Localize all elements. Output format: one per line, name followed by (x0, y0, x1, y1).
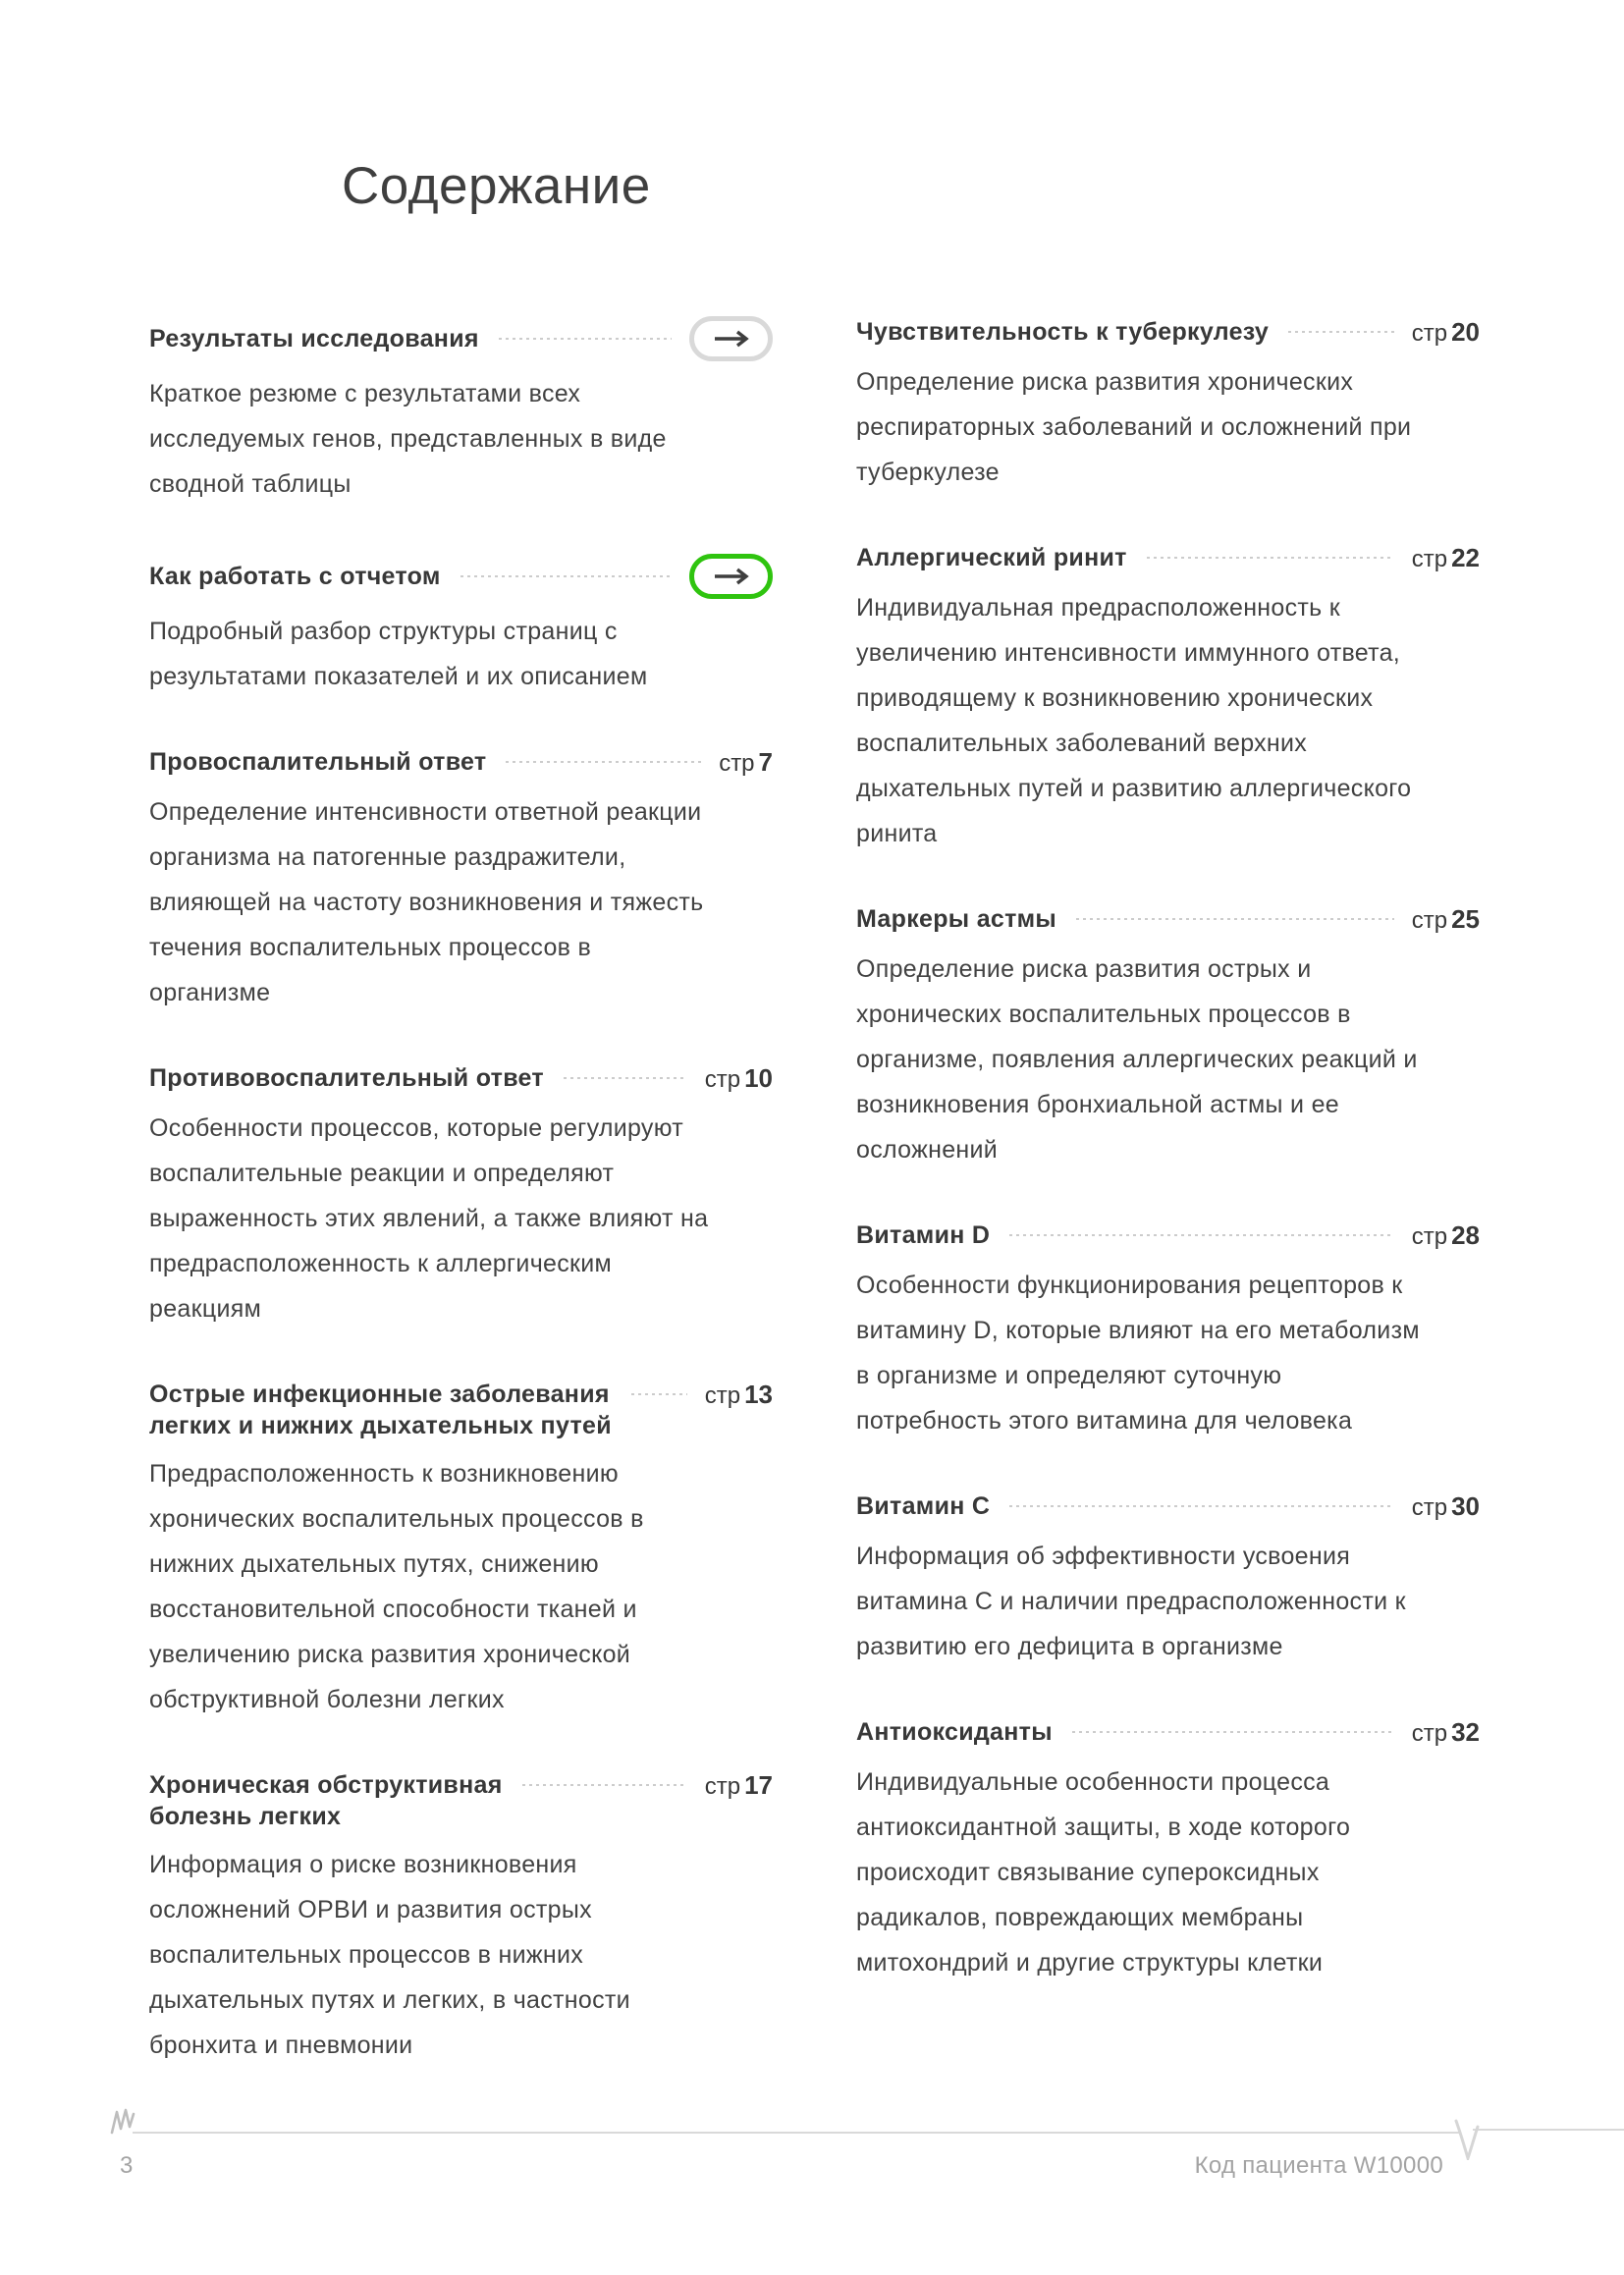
dotted-leader (1009, 1505, 1394, 1507)
dotted-leader (1009, 1234, 1394, 1236)
page-number: 22 (1451, 543, 1480, 572)
page-prefix: стр (1411, 1720, 1448, 1747)
arrow-button-green[interactable] (689, 554, 773, 599)
page-number: 28 (1451, 1220, 1480, 1250)
page-prefix: стр (704, 1382, 741, 1409)
page-prefix: стр (704, 1773, 741, 1800)
entry-title-link[interactable]: Острые инфекционные заболевания легких и нижних дыхательных путей (149, 1381, 612, 1439)
entry-title-link[interactable]: Антиоксиданты (856, 1718, 1053, 1746)
toc-entry (856, 316, 1480, 495)
page-number: 13 (744, 1380, 773, 1409)
page-prefix: стр (704, 1066, 741, 1093)
page-number: 7 (758, 747, 773, 777)
toc-entry (149, 746, 773, 1015)
entry-title-link[interactable]: Результаты исследования (149, 325, 479, 352)
dotted-leader (460, 575, 672, 577)
entry-title-link[interactable]: Витамин С (856, 1492, 991, 1520)
entry-heading-row (149, 1769, 773, 1832)
page-number: 17 (744, 1770, 773, 1800)
entry-title-link[interactable]: Витамин D (856, 1221, 991, 1249)
entry-heading-row (149, 1062, 773, 1096)
squiggle-left-icon (110, 2107, 135, 2135)
squiggle-right-icon (1454, 2119, 1480, 2160)
toc-entry (856, 1716, 1480, 1985)
toc-right-column (856, 316, 1480, 2115)
entry-description: Индивидуальная предрасположенность к увеличению интенсивности иммунного ответа, приводящему к возникновению хронических воспалительных заболеваний верхних дыхательных путей и развитию аллергического ринита (856, 594, 1412, 847)
page-ref[interactable] (705, 1769, 773, 1803)
dotted-leader (1147, 557, 1394, 559)
dotted-leader (499, 338, 672, 340)
entry-heading-row (856, 903, 1480, 937)
dotted-leader (1288, 331, 1394, 333)
entry-description: Определение интенсивности ответной реакции организма на патогенные раздражители, влияющей на частоту возникновения и тяжесть течения воспалительных процессов в организме (149, 798, 704, 1006)
entry-title-link[interactable]: Чувствительность к туберкулезу (856, 318, 1270, 346)
entry-description: Краткое резюме с результатами всех исследуемых генов, представленных в виде сводной таблицы (149, 380, 667, 498)
page-prefix: стр (1411, 1494, 1448, 1521)
page-prefix: стр (1411, 907, 1448, 934)
entry-heading-row (149, 316, 773, 361)
entry-description: Индивидуальные особенности процесса антиоксидантной защиты, в ходе которого происходит связывание супероксидных радикалов, повреждающих мембраны митохондрий и другие структуры клетки (856, 1768, 1351, 1977)
page-ref[interactable] (1412, 1219, 1480, 1253)
page-prefix: стр (1411, 546, 1448, 572)
arrow-button[interactable] (689, 316, 773, 361)
entry-heading-row (149, 1379, 773, 1441)
dotted-leader (631, 1393, 687, 1395)
entry-heading-row (856, 1490, 1480, 1524)
entry-description: Определение риска развития хронических респираторных заболеваний и осложнений при туберкулезе (856, 368, 1412, 486)
entry-heading-row (149, 746, 773, 780)
entry-description: Особенности функционирования рецепторов к витамину D, которые влияют на его метаболизм в организме и определяют суточную потребность этого витамина для человека (856, 1272, 1420, 1435)
page-number: 10 (744, 1063, 773, 1093)
page-number: 30 (1451, 1491, 1480, 1521)
toc-entry (149, 316, 773, 507)
page-ref[interactable] (1412, 542, 1480, 575)
entry-title-link[interactable]: Маркеры астмы (856, 905, 1057, 933)
page-prefix: стр (1411, 1223, 1448, 1250)
entry-heading-row (856, 316, 1480, 350)
toc-entry (149, 1062, 773, 1331)
page-title: Содержание (342, 157, 651, 215)
toc-entry (856, 903, 1480, 1172)
entry-description: Определение риска развития острых и хронических воспалительных процессов в организме, появления аллергических реакций и возникновения бронхиальной астмы и ее осложнений (856, 955, 1418, 1164)
toc-entry (149, 554, 773, 699)
page-ref[interactable] (1412, 903, 1480, 937)
page-ref[interactable] (1412, 316, 1480, 350)
dotted-leader (1076, 918, 1394, 920)
toc-entry (856, 542, 1480, 856)
footer-line (133, 2132, 1460, 2134)
entry-description: Информация о риске возникновения осложнений ОРВИ и развития острых воспалительных процессов в нижних дыхательных путях и легких, в частности бронхита и пневмонии (149, 1851, 630, 2059)
toc-columns (0, 316, 1624, 2115)
toc-left-column (149, 316, 773, 2115)
entry-title-link[interactable]: Хроническая обструктивная болезнь легких (149, 1771, 503, 1830)
entry-description: Особенности процессов, которые регулируют воспалительные реакции и определяют выраженность этих явлений, а также влияют на предрасположенность к аллергическим реакциям (149, 1114, 709, 1323)
arrow-right-icon (712, 567, 751, 586)
page-number: 20 (1451, 317, 1480, 347)
page-ref[interactable] (719, 746, 773, 780)
page-prefix: стр (1411, 320, 1448, 347)
toc-entry (856, 1490, 1480, 1669)
page-number: 25 (1451, 904, 1480, 934)
toc-entry (149, 1379, 773, 1722)
dotted-leader (564, 1077, 687, 1079)
entry-heading-row (856, 1716, 1480, 1750)
entry-title-link[interactable]: Аллергический ринит (856, 544, 1127, 571)
footer-page-number: 3 (120, 2152, 134, 2179)
entry-heading-row (856, 542, 1480, 575)
dotted-leader (1072, 1731, 1394, 1733)
page-prefix: стр (719, 750, 755, 777)
entry-title-link[interactable]: Провоспалительный ответ (149, 748, 487, 776)
page-ref[interactable] (1412, 1490, 1480, 1524)
page-ref[interactable] (1412, 1716, 1480, 1750)
arrow-right-icon (712, 329, 751, 349)
toc-entry (149, 1769, 773, 2068)
entry-title-link[interactable]: Как работать с отчетом (149, 563, 441, 590)
footer-line-right (1473, 2129, 1624, 2131)
toc-entry (856, 1219, 1480, 1443)
entry-description: Информация об эффективности усвоения витамина С и наличии предрасположенности к развитию его дефицита в организме (856, 1543, 1406, 1660)
entry-description: Подробный разбор структуры страниц с результатами показателей и их описанием (149, 618, 648, 690)
entry-heading-row (856, 1219, 1480, 1253)
dotted-leader (506, 761, 701, 763)
patient-code: Код пациента W10000 (1194, 2152, 1443, 2179)
page-number: 32 (1451, 1717, 1480, 1747)
page-ref[interactable] (705, 1379, 773, 1412)
entry-heading-row (149, 554, 773, 599)
entry-title-link[interactable]: Противовоспалительный ответ (149, 1064, 544, 1092)
entry-description: Предрасположенность к возникновению хронических воспалительных процессов в нижних дыхательных путях, снижению восстановительной способности тканей и увеличению риска развития хронической обструктивной болезни легких (149, 1460, 644, 1713)
dotted-leader (522, 1784, 687, 1786)
page-ref[interactable] (705, 1062, 773, 1096)
